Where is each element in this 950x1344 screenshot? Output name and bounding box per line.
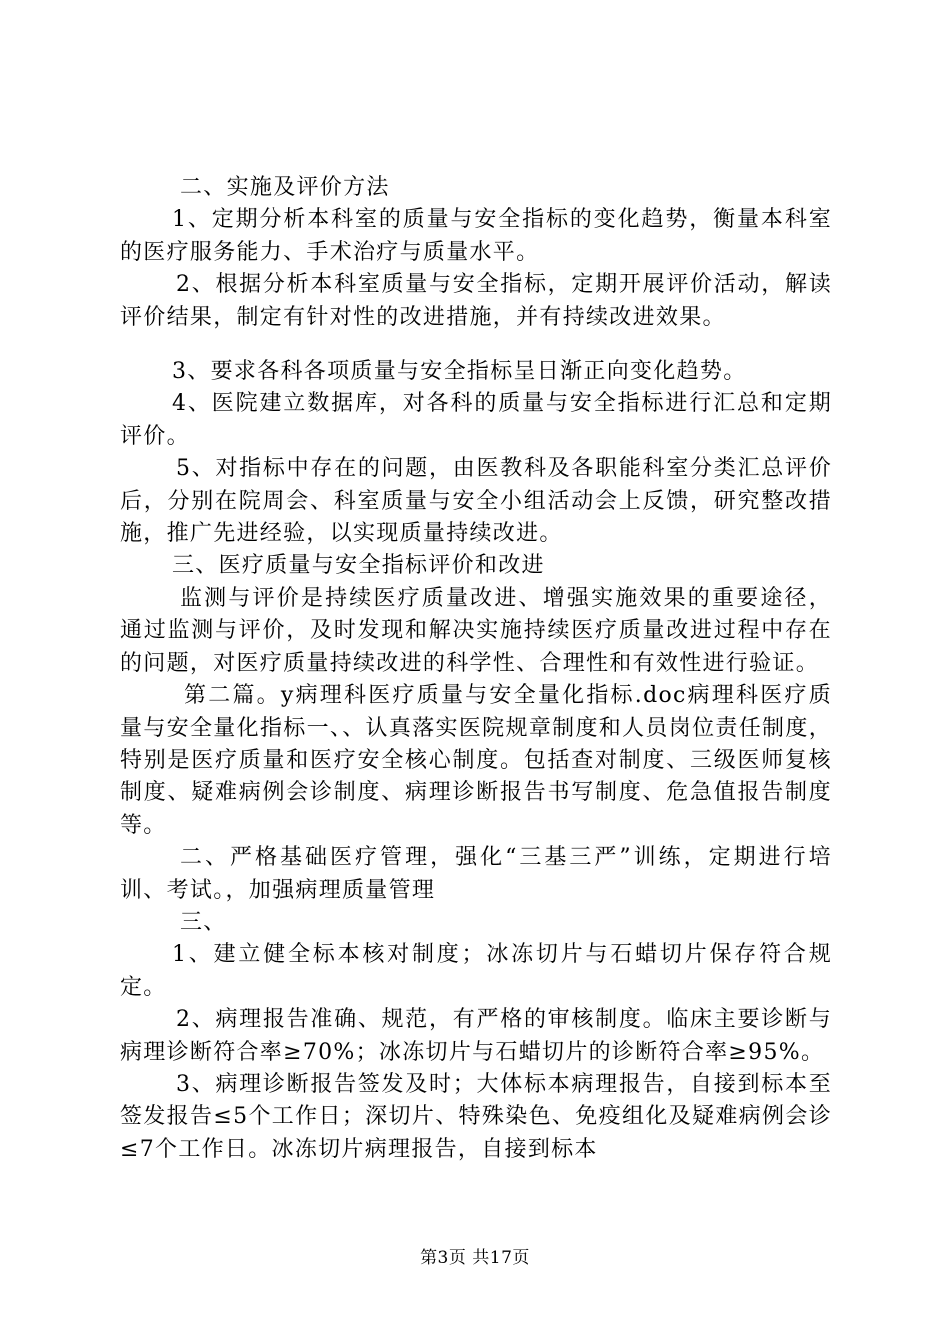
section-heading-three: 三、 [180,909,227,935]
section-heading-implementation: 二、实施及评价方法 [180,175,390,200]
paragraph-pathology-1: 1、建立健全标本核对制度；冰冻切片与石蜡切片保存符合规定。 [120,942,832,1000]
document-body [120,172,832,1166]
paragraph-item-2: 2、根据分析本科室质量与安全指标，定期开展评价活动，解读评价结果，制定有针对性的改进措施，并有持续改进效果。 [120,272,832,330]
page-footer: 第3页 共17页 [420,1248,530,1268]
paragraph-monitoring: 监测与评价是持续医疗质量改进、增强实施效果的重要途径，通过监测与评价，及时发现和解决实施持续医疗质量改进过程中存在的问题，对医疗质量持续改进的科学性、合理性和有效性进行验证。 [120,585,832,676]
paragraph-item-4: 4、医院建立数据库，对各科的质量与安全指标进行汇总和定期评价。 [120,391,832,449]
paragraph-pathology-3: 3、病理诊断报告签发及时；大体标本病理报告，自接到标本至签发报告≤5个工作日；深切片、特殊染色、免疫组化及疑难病例会诊≤7个工作日。冰冻切片病理报告，自接到标本 [120,1071,832,1162]
paragraph-pathology-2: 2、病理报告准确、规范，有严格的审核制度。临床主要诊断与病理诊断符合率≥70%；冰冻切片与石蜡切片的诊断符合率≥95%。 [120,1007,832,1065]
paragraph-basic-management: 二、严格基础医疗管理，强化“三基三严”训练，定期进行培训、考试。，加强病理质量管理 [120,845,832,903]
paragraph-chapter-two: 第二篇。y病理科医疗质量与安全量化指标.doc病理科医疗质量与安全量化指标一、、认真落实医院规章制度和人员岗位责任制度，特别是医疗质量和医疗安全核心制度。包括查对制度、三级医师复核制度、疑难病例会诊制度、病理诊断报告书写制度、危急值报告制度等。 [120,683,832,838]
section-heading-evaluation: 三、医疗质量与安全指标评价和改进 [172,553,545,579]
paragraph-item-3: 3、要求各科各项质量与安全指标呈日渐正向变化趋势。 [172,359,747,385]
paragraph-item-1: 1、定期分析本科室的质量与安全指标的变化趋势，衡量本科室的医疗服务能力、手术治疗与质量水平。 [120,207,832,265]
blank-line [120,334,832,356]
paragraph-item-5: 5、对指标中存在的问题，由医教科及各职能科室分类汇总评价后，分别在院周会、科室质量与安全小组活动会上反馈，研究整改措施，推广先进经验，以实现质量持续改进。 [120,456,832,547]
